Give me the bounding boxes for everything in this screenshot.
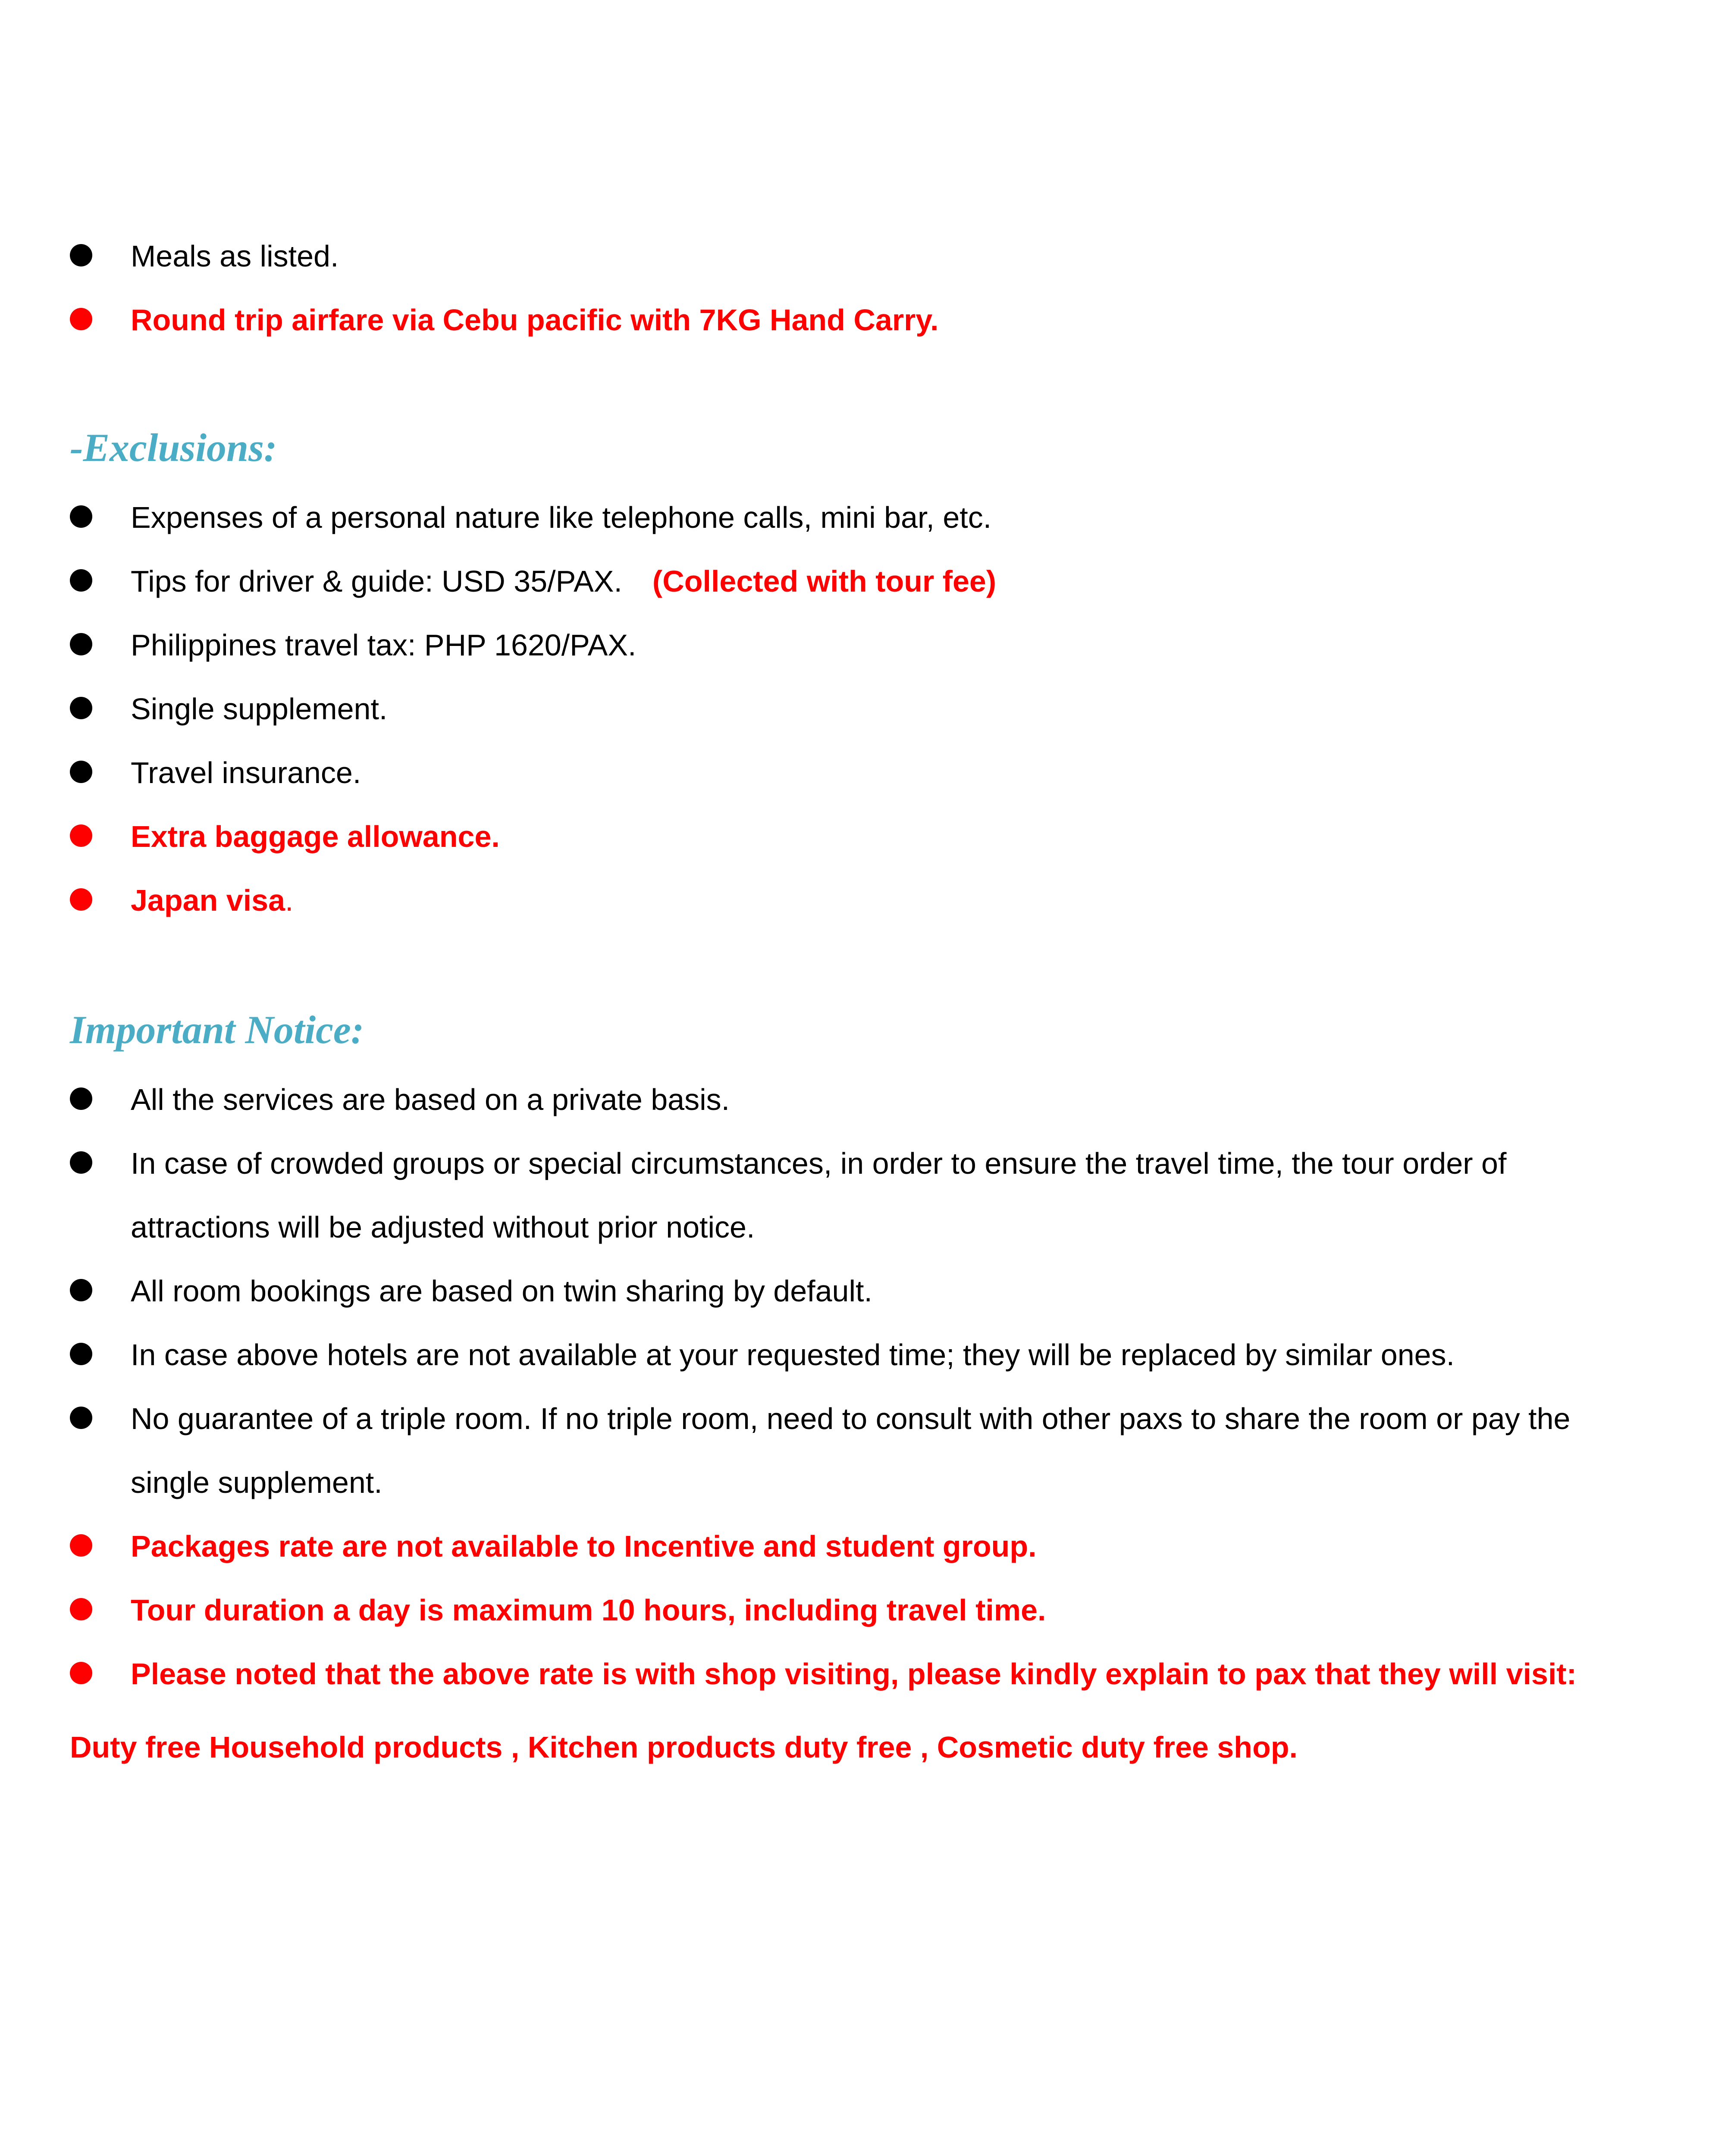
inclusion-text: Round trip airfare via Cebu pacific with 7KG Hand Carry.	[131, 303, 939, 337]
notice-heading: Important Notice:	[70, 1008, 364, 1052]
exclusion-text: Extra baggage allowance.	[131, 820, 500, 853]
list-item	[0, 224, 1636, 288]
bullet-icon	[70, 1598, 92, 1620]
exclusion-text: Expenses of a personal nature like telephone calls, mini bar, etc.	[131, 501, 992, 534]
bullet-icon	[70, 308, 92, 330]
exclusion-text: Philippines travel tax: PHP 1620/PAX.	[131, 628, 637, 662]
bullet-icon	[70, 244, 92, 266]
notice-text: In case above hotels are not available at your requested time; they will be replaced by similar ones.	[131, 1338, 1455, 1372]
bullet-icon	[70, 633, 92, 655]
bullet-icon	[70, 1343, 92, 1365]
list-item	[0, 1514, 1636, 1578]
exclusions-list	[0, 486, 1712, 932]
inclusions-list	[0, 224, 1712, 352]
bullet-icon	[70, 1407, 92, 1429]
notice-text: Packages rate are not available to Incentive and student group.	[131, 1529, 1037, 1563]
exclusion-text: Single supplement.	[131, 692, 388, 726]
notice-text: No guarantee of a triple room. If no triple room, need to consult with other paxs to share the room or pay the single supplement.	[131, 1402, 1571, 1499]
list-item	[0, 677, 1636, 741]
list-item	[0, 1131, 1636, 1259]
exclusion-text: Japan visa	[131, 884, 285, 917]
list-item	[0, 868, 1636, 932]
list-item	[0, 1068, 1636, 1131]
exclusion-text: Tips for driver & guide: USD 35/PAX.	[131, 564, 622, 598]
notice-text: All the services are based on a private basis.	[131, 1083, 730, 1116]
bullet-icon	[70, 761, 92, 783]
list-item	[0, 1387, 1636, 1514]
list-item	[0, 1323, 1636, 1387]
bullet-icon	[70, 569, 92, 592]
notice-text: Tour duration a day is maximum 10 hours, including travel time.	[131, 1593, 1046, 1627]
bullet-icon	[70, 1087, 92, 1110]
notice-list	[0, 1068, 1712, 1706]
list-item	[0, 805, 1636, 868]
notice-text: All room bookings are based on twin sharing by default.	[131, 1274, 872, 1308]
bullet-icon	[70, 824, 92, 847]
list-item	[0, 1642, 1636, 1706]
list-item	[0, 1259, 1636, 1323]
exclusion-text: Travel insurance.	[131, 756, 361, 790]
notice-text: Please noted that the above rate is with shop visiting, please kindly explain to pax that they will visit:	[131, 1657, 1577, 1691]
exclusion-suffix: .	[285, 884, 294, 917]
bullet-icon	[70, 1151, 92, 1174]
bullet-icon	[70, 1662, 92, 1684]
shop-list-text: Duty free Household products , Kitchen products duty free , Cosmetic duty free shop.	[70, 1730, 1298, 1764]
inclusion-text: Meals as listed.	[131, 239, 339, 273]
exclusion-note: (Collected with tour fee)	[652, 564, 997, 598]
list-item	[0, 288, 1636, 352]
bullet-icon	[70, 505, 92, 528]
list-item	[0, 613, 1636, 677]
list-item	[0, 1578, 1636, 1642]
notice-text: In case of crowded groups or special circumstances, in order to ensure the travel time, the tour order of attractions will be adjusted without prior notice.	[131, 1147, 1507, 1244]
bullet-icon	[70, 697, 92, 719]
list-item	[0, 486, 1636, 549]
bullet-icon	[70, 1534, 92, 1557]
list-item	[0, 741, 1636, 805]
list-item	[0, 549, 1636, 613]
bullet-icon	[70, 888, 92, 911]
bullet-icon	[70, 1279, 92, 1301]
exclusions-heading: -Exclusions:	[70, 426, 277, 470]
